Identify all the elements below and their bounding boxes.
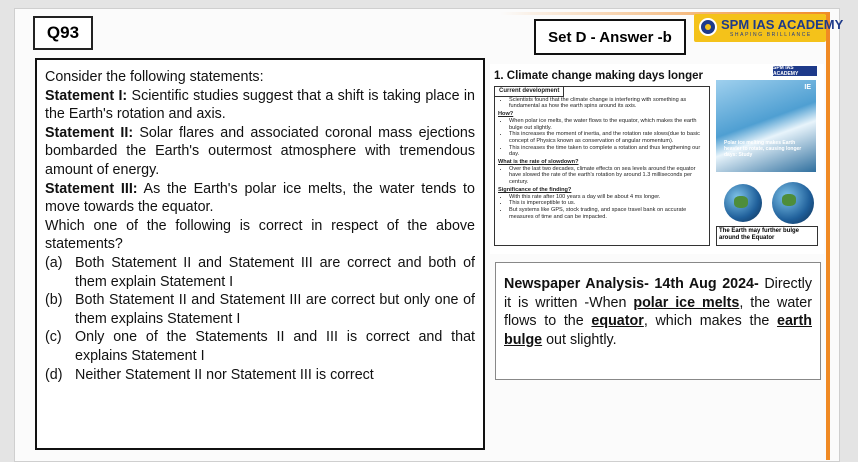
accent-line-right [826, 14, 830, 460]
current-development-box [494, 86, 710, 246]
option-d-text: Neither Statement II nor Statement III is correct [75, 366, 374, 383]
photo-badge: IE [804, 84, 811, 91]
analysis-heading: Newspaper Analysis- 14th Aug 2024- [504, 276, 759, 292]
answer-badge [534, 19, 686, 55]
bulge-caption: The Earth may further bulge around the Equator [716, 226, 818, 246]
answer-text: Set D - Answer -b [548, 28, 672, 46]
ice-melting-photo [716, 80, 816, 172]
statement-2-text: Solar flares and associated coronal mass ejections bombarded the Earth's outermost atmosphere with tremendous amount of energy. [45, 124, 475, 178]
statement-1-text: Scientific studies suggest that a shift is taking place in the Earth's rotation and axis. [45, 87, 475, 123]
clipping-section-how: How? [498, 111, 514, 118]
academy-logo [694, 14, 844, 42]
option-b [45, 291, 475, 328]
option-a [45, 254, 475, 291]
option-c [45, 328, 475, 365]
clipping-bullet: • This increases the time taken to complete a rotation and thus lengthening our day. [509, 145, 709, 158]
question-prompt: Which one of the following is correct in respect of the above statements? [45, 217, 475, 253]
bulging-earth-globe-icon [772, 182, 814, 224]
option-d [45, 366, 475, 385]
logo-emblem-icon [699, 18, 717, 36]
question-number: Q93 [46, 23, 80, 42]
clipping-mini-logo: SPM IAS ACADEMY [773, 66, 817, 76]
question-intro: Consider the following statements: [45, 69, 264, 85]
question-box [35, 58, 485, 450]
clipping-bullet: • Over the last two decades, climate effects on sea levels around the equator have slowed the rate of the earth's rotation by around 1.3 milliseconds per century. [509, 166, 709, 186]
clipping-bullet: • This increases the moment of inertia, and the rotation rate slows(due to basic concept of Physics known as conservation of angular momentum). [509, 131, 709, 144]
newspaper-analysis-box [495, 262, 821, 380]
clipping-bullet: • Scientists found that the climate change is interfering with something as fundamental as how the earth spins around its axis. [509, 97, 709, 110]
analysis-text-1: Directly it is written -When [504, 276, 812, 311]
statement-2-label: Statement II: [45, 124, 134, 141]
clipping-bullet: • When polar ice melts, the water flows to the equator, which makes the earth bulge out slightly. [509, 118, 709, 131]
current-development-tab: Current development [495, 87, 564, 97]
photo-caption: Polar ice melting makes Earth heavier to rotate, causing longer days: Study [724, 140, 802, 158]
option-a-label: (a) [45, 254, 63, 271]
option-b-text: Both Statement II and Statement III are correct but only one of them explains Statement I [75, 292, 475, 327]
option-c-text: Only one of the Statements II and III is correct and that explains Statement I [75, 329, 475, 364]
statement-3 [45, 180, 475, 217]
analysis-keyword-earth-bulge: earth bulge [504, 313, 812, 348]
clipping-bullet: • This is imperceptible to us. [509, 200, 709, 207]
option-d-label: (d) [45, 366, 63, 383]
analysis-keyword-polar-ice: polar ice melts [633, 294, 740, 311]
clipping-section-rate: What is the rate of slowdown? [498, 159, 579, 166]
clipping-section-significance: Significance of the finding? [498, 186, 572, 193]
analysis-text-3: , which makes the [643, 313, 778, 330]
clipping-list-3 [495, 166, 709, 186]
option-c-label: (c) [45, 329, 62, 346]
statement-2 [45, 124, 475, 180]
clipping-list-1 [495, 97, 709, 110]
analysis-text-4: out slightly. [542, 331, 617, 348]
statement-3-label: Statement III: [45, 180, 138, 197]
statement-3-text: As the Earth's polar ice melts, the water tends to move towards the equator. [45, 180, 475, 216]
analysis-text-2: , the water flows to the [504, 294, 812, 330]
statement-1-label: Statement I: [45, 87, 128, 104]
clipping-bullet: • With this rate after 100 years a day will be about 4 ms longer. [509, 194, 709, 201]
clipping-bullet: • But systems like GPS, stock trading, and space travel bank on accurate measures of time and can be impacted. [509, 207, 709, 220]
analysis-paragraph [504, 275, 812, 349]
analysis-keyword-equator: equator [591, 313, 644, 330]
question-number-badge [33, 16, 93, 50]
option-b-label: (b) [45, 292, 63, 309]
logo-text: SPM IAS ACADEMY [721, 17, 844, 32]
clipping-list-2 [495, 118, 709, 158]
earth-globe-icon [724, 184, 762, 222]
logo-tagline: SHAPING BRILLIANCE [730, 32, 812, 38]
option-a-text: Both Statement II and Statement III are correct and both of them explain Statement I [75, 254, 475, 290]
clipping-title: 1. Climate change making days longer [494, 70, 703, 82]
clipping-list-4 [495, 194, 709, 221]
statement-1 [45, 87, 475, 124]
